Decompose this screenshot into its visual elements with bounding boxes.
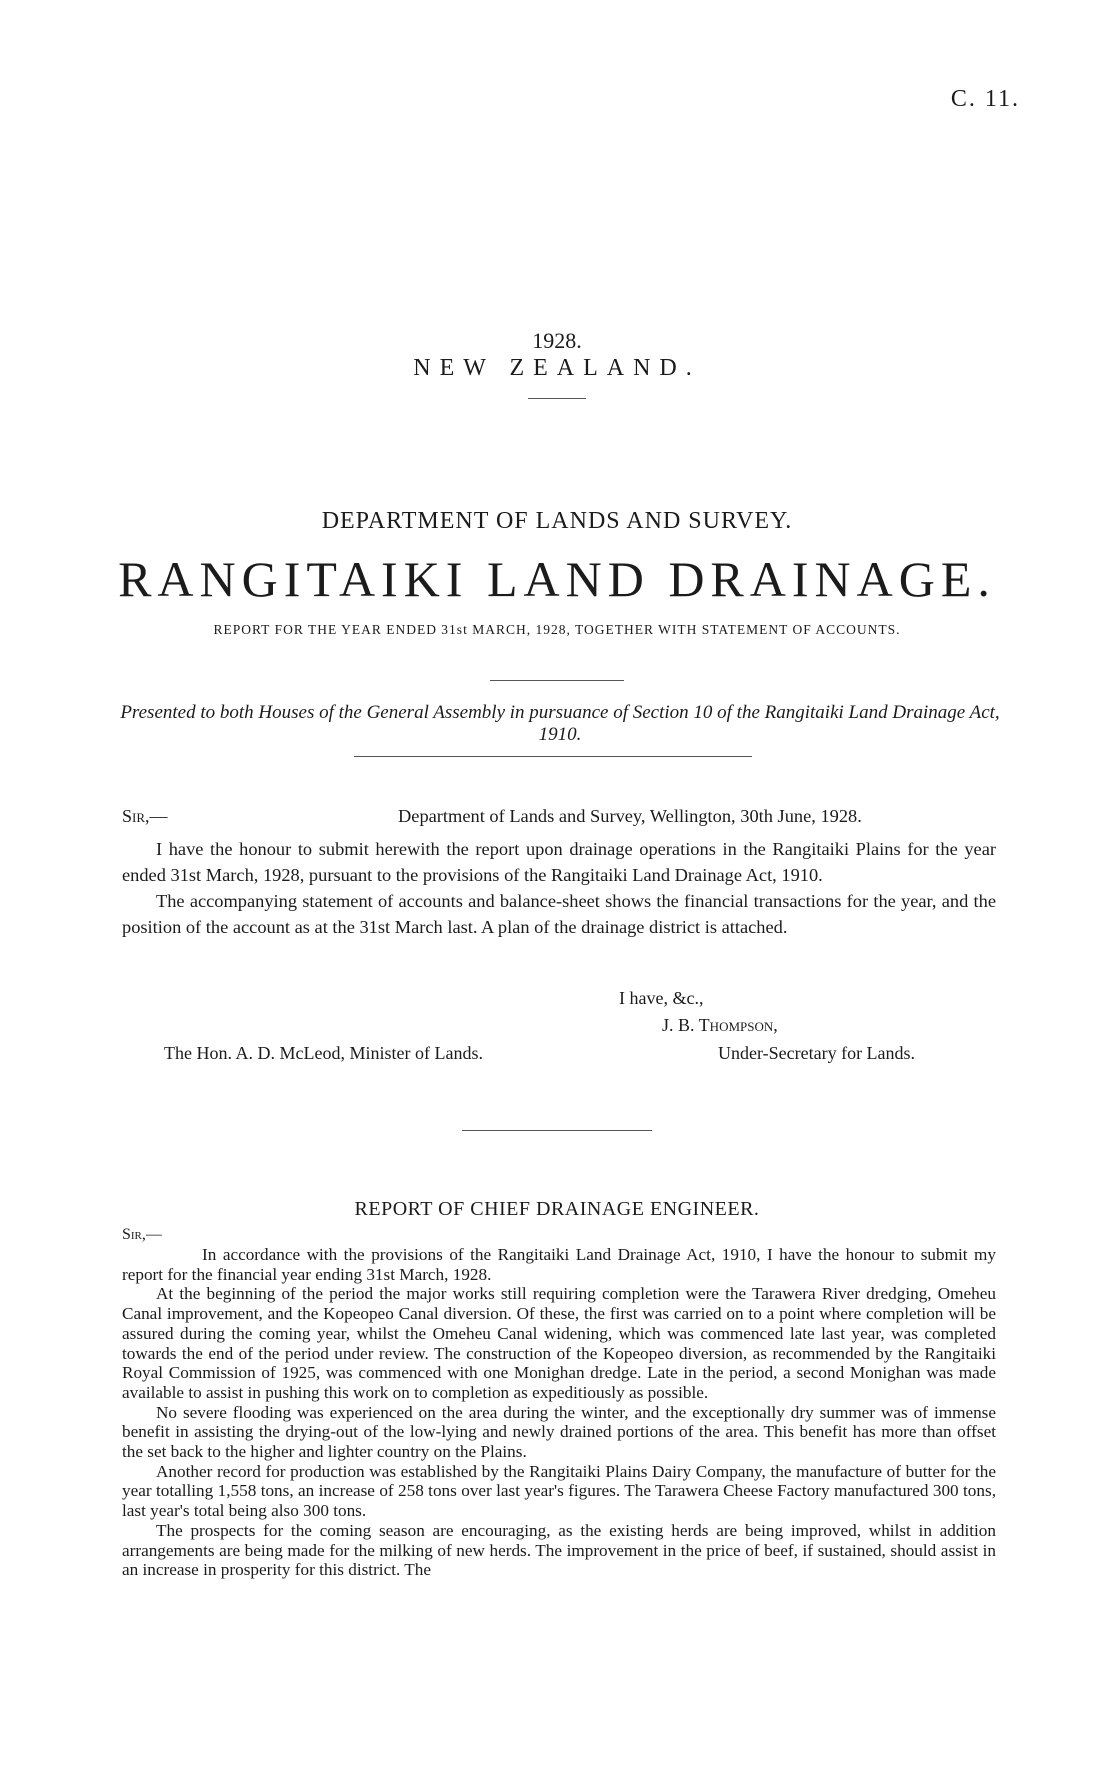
divider-rule xyxy=(462,1130,652,1131)
report-paragraph: The prospects for the coming season are encouraging, as the existing herds are being improved, whilst in addition arrangements are being made for the milking of new herds. The improvement in the price of beef, if sustained, should assist in an increase in prosperity for this district. The xyxy=(122,1520,996,1580)
report-paragraph: Another record for production was established by the Rangitaiki Plains Dairy Company, the manufacture of butter for the year totalling 1,558 tons, an increase of 258 tons over last year's figures. The Tarawera Cheese Factory manufactured 300 tons, last year's total being also 300 tons. xyxy=(122,1461,996,1521)
document-title: RANGITAIKI LAND DRAINAGE. xyxy=(118,551,996,607)
divider-rule xyxy=(528,398,586,399)
country-heading: NEW ZEALAND. xyxy=(413,355,701,381)
report-heading: REPORT OF CHIEF DRAINAGE ENGINEER. xyxy=(354,1198,760,1220)
letter-signatory: J. B. Thompson, xyxy=(662,1015,778,1035)
page-reference: C. 11. xyxy=(950,86,1020,112)
report-body xyxy=(122,1245,996,1580)
letter-salutation: Sir,— xyxy=(122,806,168,826)
report-salutation: Sir,— xyxy=(122,1226,162,1243)
document-subtitle: REPORT FOR THE YEAR ENDED 31st MARCH, 1928, TOGETHER WITH STATEMENT OF ACCOUNTS. xyxy=(213,622,901,637)
letter-body xyxy=(122,836,996,940)
divider-rule xyxy=(490,680,624,681)
publication-year: 1928. xyxy=(532,328,582,353)
report-paragraph: No severe flooding was experienced on the area during the winter, and the exceptionally dry summer was of immense benefit in assisting the drying-out of the low-lying and newly drained portions of the area. This benefit has more than offset the set back to the higher and lighter country on the Plains. xyxy=(122,1402,996,1462)
letter-paragraph: I have the honour to submit herewith the report upon drainage operations in the Rangitaiki Plains for the year ended 31st March, 1928, pursuant to the provisions of the Rangitaiki Land Drainage Act, 1910. xyxy=(122,839,996,885)
report-paragraph: At the beginning of the period the major works still requiring completion were the Tarawera River dredging, Omeheu Canal improvement, and the Kopeopeo Canal diversion. Of these, the first was carried on to a point where completion will be assured during the coming year, whilst the Omeheu Canal widening, which was commenced late last year, was completed towards the end of the period under review. The construction of the Kopeopeo diversion, as recommended by the Rangitaiki Royal Commission of 1925, was commenced with one Monighan dredge. Late in the period, a second Monighan was made available to assist in pushing this work on to completion as expeditiously as possible. xyxy=(122,1284,996,1402)
divider-rule xyxy=(354,756,752,757)
letter-paragraph: The accompanying statement of accounts and balance-sheet shows the financial transactions for the year, and the position of the account as at the 31st March last. A plan of the drainage district is attached. xyxy=(122,891,996,937)
presentation-note: Presented to both Houses of the General Assembly in pursuance of Section 10 of the Rangitaiki Land Drainage Act, 1910. xyxy=(120,702,1000,745)
letter-closing: I have, &c., xyxy=(619,988,704,1008)
report-paragraph: In accordance with the provisions of the Rangitaiki Land Drainage Act, 1910, I have the honour to submit my report for the financial year ending 31st March, 1928. xyxy=(122,1245,996,1284)
letter-dateline: Department of Lands and Survey, Wellington, 30th June, 1928. xyxy=(398,806,862,826)
letter-signatory-title: Under-Secretary for Lands. xyxy=(718,1043,916,1063)
department-heading: DEPARTMENT OF LANDS AND SURVEY. xyxy=(321,508,793,534)
letter-addressee: The Hon. A. D. McLeod, Minister of Lands. xyxy=(164,1043,483,1063)
